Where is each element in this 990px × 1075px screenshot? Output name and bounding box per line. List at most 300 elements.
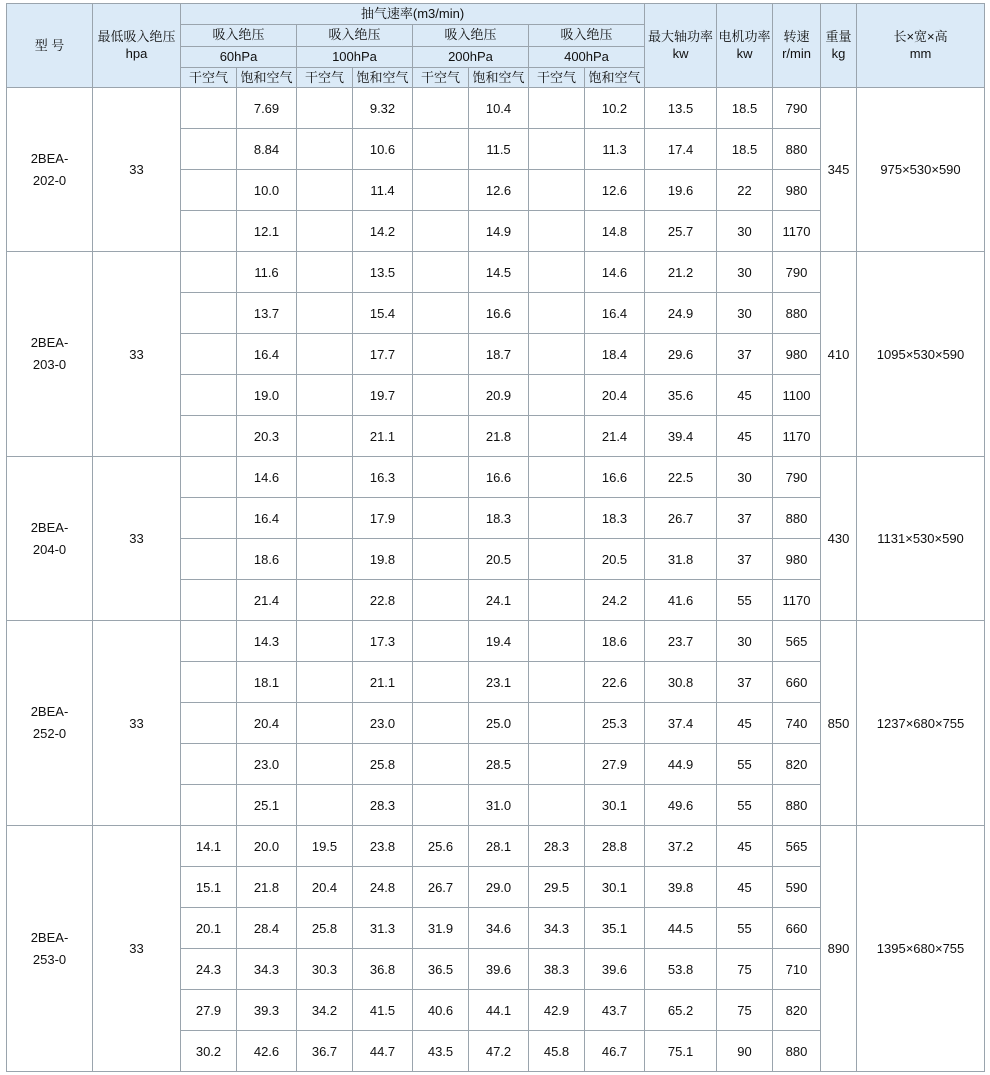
header-min-suction-pressure-unit: hpa — [125, 45, 148, 61]
cell-motor: 75 — [717, 949, 773, 990]
cell-s100: 11.4 — [353, 170, 413, 211]
header-suction-400-dry: 干空气 — [529, 67, 585, 88]
cell-s100: 9.32 — [353, 88, 413, 129]
cell-s60: 20.3 — [237, 416, 297, 457]
cell-s200: 20.5 — [469, 539, 529, 580]
model-line-1: 2BEA- — [30, 335, 69, 351]
cell-d200 — [413, 457, 469, 498]
cell-shaft: 29.6 — [645, 334, 717, 375]
cell-dimensions: 1131×530×590 — [857, 457, 985, 621]
cell-d400 — [529, 88, 585, 129]
cell-motor: 37 — [717, 334, 773, 375]
cell-d100 — [297, 375, 353, 416]
cell-s400: 24.2 — [585, 580, 645, 621]
header-suction-60-value: 60hPa — [181, 46, 297, 67]
cell-speed: 565 — [773, 621, 821, 662]
cell-motor: 75 — [717, 990, 773, 1031]
cell-motor: 18.5 — [717, 129, 773, 170]
cell-s60: 7.69 — [237, 88, 297, 129]
cell-s100: 19.8 — [353, 539, 413, 580]
cell-s100: 21.1 — [353, 416, 413, 457]
table-row — [7, 88, 985, 129]
cell-d400 — [529, 744, 585, 785]
header-suction-200-title: 吸入绝压 — [413, 25, 529, 46]
cell-motor: 30 — [717, 621, 773, 662]
cell-s400: 18.4 — [585, 334, 645, 375]
cell-d100 — [297, 539, 353, 580]
cell-speed: 820 — [773, 990, 821, 1031]
cell-motor: 55 — [717, 580, 773, 621]
cell-s100: 36.8 — [353, 949, 413, 990]
cell-d200 — [413, 293, 469, 334]
cell-d400 — [529, 334, 585, 375]
cell-d200 — [413, 170, 469, 211]
cell-d100: 36.7 — [297, 1031, 353, 1072]
cell-weight: 890 — [821, 826, 857, 1072]
cell-s60: 20.4 — [237, 703, 297, 744]
cell-d60: 27.9 — [181, 990, 237, 1031]
cell-s100: 10.6 — [353, 129, 413, 170]
model-line-1: 2BEA- — [30, 150, 69, 166]
header-suction-100-dry: 干空气 — [297, 67, 353, 88]
cell-s60: 10.0 — [237, 170, 297, 211]
cell-s400: 14.6 — [585, 252, 645, 293]
cell-motor: 37 — [717, 539, 773, 580]
cell-s60: 23.0 — [237, 744, 297, 785]
header-suction-100-title: 吸入绝压 — [297, 25, 413, 46]
cell-s200: 18.7 — [469, 334, 529, 375]
model-line-2: 253-0 — [32, 951, 67, 967]
cell-motor: 37 — [717, 662, 773, 703]
cell-motor: 55 — [717, 744, 773, 785]
cell-speed: 1100 — [773, 375, 821, 416]
header-min-suction-pressure — [93, 4, 181, 88]
cell-s200: 31.0 — [469, 785, 529, 826]
cell-shaft: 39.8 — [645, 867, 717, 908]
header-motor-power-label: 电机功率 — [718, 29, 771, 45]
cell-s200: 28.1 — [469, 826, 529, 867]
cell-shaft: 25.7 — [645, 211, 717, 252]
cell-d100 — [297, 457, 353, 498]
cell-speed: 1170 — [773, 211, 821, 252]
cell-model — [7, 826, 93, 1072]
cell-d200 — [413, 416, 469, 457]
cell-s400: 35.1 — [585, 908, 645, 949]
cell-s60: 16.4 — [237, 334, 297, 375]
cell-shaft: 49.6 — [645, 785, 717, 826]
cell-s60: 21.4 — [237, 580, 297, 621]
cell-s400: 18.6 — [585, 621, 645, 662]
cell-speed: 980 — [773, 170, 821, 211]
cell-s60: 14.6 — [237, 457, 297, 498]
cell-motor: 45 — [717, 416, 773, 457]
cell-d200 — [413, 334, 469, 375]
cell-s200: 16.6 — [469, 293, 529, 334]
table-row — [7, 252, 985, 293]
cell-s400: 30.1 — [585, 785, 645, 826]
cell-s60: 13.7 — [237, 293, 297, 334]
header-speed-label: 转速 — [783, 29, 810, 45]
cell-d400 — [529, 539, 585, 580]
cell-s60: 28.4 — [237, 908, 297, 949]
cell-shaft: 23.7 — [645, 621, 717, 662]
cell-s400: 11.3 — [585, 129, 645, 170]
cell-d100 — [297, 580, 353, 621]
cell-d100: 19.5 — [297, 826, 353, 867]
header-suction-400-sat: 饱和空气 — [585, 67, 645, 88]
cell-motor: 18.5 — [717, 88, 773, 129]
cell-s400: 20.4 — [585, 375, 645, 416]
cell-d400: 42.9 — [529, 990, 585, 1031]
cell-s200: 47.2 — [469, 1031, 529, 1072]
cell-min-suction-pressure: 33 — [93, 826, 181, 1072]
cell-d200: 40.6 — [413, 990, 469, 1031]
cell-s100: 44.7 — [353, 1031, 413, 1072]
pump-specification-table — [6, 3, 985, 1072]
cell-speed: 880 — [773, 293, 821, 334]
cell-motor: 30 — [717, 211, 773, 252]
header-motor-power — [717, 4, 773, 88]
cell-d400: 45.8 — [529, 1031, 585, 1072]
cell-s100: 15.4 — [353, 293, 413, 334]
cell-motor: 45 — [717, 375, 773, 416]
cell-weight: 345 — [821, 88, 857, 252]
cell-speed: 660 — [773, 908, 821, 949]
table-row — [7, 457, 985, 498]
cell-speed: 1170 — [773, 416, 821, 457]
model-line-2: 202-0 — [32, 172, 67, 188]
header-suction-400-title: 吸入绝压 — [529, 25, 645, 46]
header-weight-unit: kg — [831, 45, 846, 61]
cell-d100 — [297, 293, 353, 334]
cell-s400: 25.3 — [585, 703, 645, 744]
cell-d60 — [181, 252, 237, 293]
cell-motor: 30 — [717, 252, 773, 293]
cell-speed: 880 — [773, 498, 821, 539]
table-body — [7, 88, 985, 1072]
cell-s200: 34.6 — [469, 908, 529, 949]
cell-motor: 30 — [717, 457, 773, 498]
cell-s60: 8.84 — [237, 129, 297, 170]
cell-shaft: 37.4 — [645, 703, 717, 744]
cell-d100 — [297, 129, 353, 170]
cell-d60: 20.1 — [181, 908, 237, 949]
table-row — [7, 621, 985, 662]
model-line-1: 2BEA- — [30, 929, 69, 945]
cell-d400 — [529, 129, 585, 170]
cell-dimensions: 975×530×590 — [857, 88, 985, 252]
cell-shaft: 30.8 — [645, 662, 717, 703]
cell-s100: 14.2 — [353, 211, 413, 252]
cell-d400 — [529, 703, 585, 744]
cell-s100: 31.3 — [353, 908, 413, 949]
cell-shaft: 37.2 — [645, 826, 717, 867]
cell-d60 — [181, 744, 237, 785]
cell-s60: 12.1 — [237, 211, 297, 252]
cell-s400: 12.6 — [585, 170, 645, 211]
cell-s400: 39.6 — [585, 949, 645, 990]
cell-d400 — [529, 293, 585, 334]
header-suction-60-dry: 干空气 — [181, 67, 237, 88]
cell-s100: 23.0 — [353, 703, 413, 744]
cell-s200: 14.5 — [469, 252, 529, 293]
cell-model — [7, 621, 93, 826]
cell-s100: 16.3 — [353, 457, 413, 498]
cell-d100 — [297, 334, 353, 375]
table-header — [7, 4, 985, 88]
header-max-shaft-power-label: 最大轴功率 — [648, 29, 714, 45]
cell-s400: 22.6 — [585, 662, 645, 703]
cell-dimensions: 1095×530×590 — [857, 252, 985, 457]
cell-shaft: 35.6 — [645, 375, 717, 416]
cell-s60: 20.0 — [237, 826, 297, 867]
cell-speed: 820 — [773, 744, 821, 785]
table-row — [7, 826, 985, 867]
cell-dimensions: 1237×680×755 — [857, 621, 985, 826]
cell-d100 — [297, 170, 353, 211]
cell-s200: 44.1 — [469, 990, 529, 1031]
header-speed — [773, 4, 821, 88]
cell-d60 — [181, 88, 237, 129]
cell-weight: 410 — [821, 252, 857, 457]
header-pumping-speed: 抽气速率(m3/min) — [181, 4, 645, 25]
cell-s200: 11.5 — [469, 129, 529, 170]
model-line-2: 252-0 — [32, 726, 67, 742]
cell-shaft: 17.4 — [645, 129, 717, 170]
cell-speed: 880 — [773, 785, 821, 826]
cell-d60 — [181, 580, 237, 621]
cell-d200 — [413, 580, 469, 621]
cell-d60 — [181, 334, 237, 375]
cell-shaft: 41.6 — [645, 580, 717, 621]
cell-shaft: 22.5 — [645, 457, 717, 498]
cell-s400: 43.7 — [585, 990, 645, 1031]
model-line-1: 2BEA- — [30, 519, 69, 535]
cell-speed: 980 — [773, 334, 821, 375]
cell-d200 — [413, 621, 469, 662]
header-suction-200-dry: 干空气 — [413, 67, 469, 88]
cell-s200: 14.9 — [469, 211, 529, 252]
cell-shaft: 19.6 — [645, 170, 717, 211]
cell-s200: 21.8 — [469, 416, 529, 457]
cell-d100: 25.8 — [297, 908, 353, 949]
cell-d100 — [297, 88, 353, 129]
cell-s200: 25.0 — [469, 703, 529, 744]
cell-d100 — [297, 703, 353, 744]
cell-d200 — [413, 375, 469, 416]
cell-s200: 18.3 — [469, 498, 529, 539]
cell-speed: 1170 — [773, 580, 821, 621]
cell-d100 — [297, 785, 353, 826]
cell-motor: 37 — [717, 498, 773, 539]
cell-shaft: 21.2 — [645, 252, 717, 293]
cell-s100: 24.8 — [353, 867, 413, 908]
cell-s200: 10.4 — [469, 88, 529, 129]
cell-speed: 710 — [773, 949, 821, 990]
cell-s100: 17.7 — [353, 334, 413, 375]
header-suction-100-sat: 饱和空气 — [353, 67, 413, 88]
cell-d200 — [413, 539, 469, 580]
cell-d60 — [181, 293, 237, 334]
cell-min-suction-pressure: 33 — [93, 457, 181, 621]
cell-s60: 34.3 — [237, 949, 297, 990]
cell-shaft: 26.7 — [645, 498, 717, 539]
cell-s200: 23.1 — [469, 662, 529, 703]
cell-s60: 42.6 — [237, 1031, 297, 1072]
cell-weight: 430 — [821, 457, 857, 621]
cell-d60 — [181, 375, 237, 416]
cell-s200: 29.0 — [469, 867, 529, 908]
header-weight — [821, 4, 857, 88]
cell-s200: 28.5 — [469, 744, 529, 785]
cell-s400: 18.3 — [585, 498, 645, 539]
cell-motor: 90 — [717, 1031, 773, 1072]
model-line-2: 203-0 — [32, 357, 67, 373]
cell-speed: 880 — [773, 129, 821, 170]
cell-s200: 19.4 — [469, 621, 529, 662]
cell-d400 — [529, 662, 585, 703]
cell-d100 — [297, 662, 353, 703]
cell-d60: 24.3 — [181, 949, 237, 990]
cell-shaft: 44.9 — [645, 744, 717, 785]
cell-s100: 17.3 — [353, 621, 413, 662]
cell-d60 — [181, 621, 237, 662]
cell-s200: 12.6 — [469, 170, 529, 211]
cell-speed: 980 — [773, 539, 821, 580]
cell-d400 — [529, 785, 585, 826]
cell-shaft: 13.5 — [645, 88, 717, 129]
cell-speed: 790 — [773, 88, 821, 129]
cell-d200 — [413, 662, 469, 703]
model-line-2: 204-0 — [32, 541, 67, 557]
cell-s200: 16.6 — [469, 457, 529, 498]
cell-speed: 740 — [773, 703, 821, 744]
cell-d200: 31.9 — [413, 908, 469, 949]
cell-d200 — [413, 88, 469, 129]
cell-d60 — [181, 498, 237, 539]
cell-d400: 34.3 — [529, 908, 585, 949]
cell-d100 — [297, 252, 353, 293]
cell-d400 — [529, 498, 585, 539]
cell-min-suction-pressure: 33 — [93, 621, 181, 826]
cell-s400: 16.6 — [585, 457, 645, 498]
cell-s60: 21.8 — [237, 867, 297, 908]
cell-d60: 15.1 — [181, 867, 237, 908]
header-suction-200-sat: 饱和空气 — [469, 67, 529, 88]
cell-s400: 30.1 — [585, 867, 645, 908]
cell-s100: 23.8 — [353, 826, 413, 867]
cell-speed: 790 — [773, 252, 821, 293]
cell-d400 — [529, 252, 585, 293]
header-suction-60-title: 吸入绝压 — [181, 25, 297, 46]
cell-d200: 25.6 — [413, 826, 469, 867]
cell-d100 — [297, 416, 353, 457]
cell-s100: 21.1 — [353, 662, 413, 703]
cell-d60 — [181, 170, 237, 211]
cell-s400: 10.2 — [585, 88, 645, 129]
cell-s60: 39.3 — [237, 990, 297, 1031]
cell-s400: 16.4 — [585, 293, 645, 334]
cell-d400 — [529, 170, 585, 211]
header-model: 型 号 — [7, 4, 93, 88]
header-suction-60-sat: 饱和空气 — [237, 67, 297, 88]
cell-s400: 14.8 — [585, 211, 645, 252]
header-suction-200-value: 200hPa — [413, 46, 529, 67]
header-weight-label: 重量 — [825, 29, 852, 45]
cell-d200 — [413, 744, 469, 785]
cell-speed: 590 — [773, 867, 821, 908]
cell-shaft: 75.1 — [645, 1031, 717, 1072]
cell-s400: 28.8 — [585, 826, 645, 867]
cell-s200: 39.6 — [469, 949, 529, 990]
header-motor-power-unit: kw — [736, 45, 753, 61]
cell-d400: 38.3 — [529, 949, 585, 990]
header-dimensions-unit: mm — [909, 45, 932, 61]
cell-s60: 25.1 — [237, 785, 297, 826]
cell-min-suction-pressure: 33 — [93, 252, 181, 457]
cell-s100: 19.7 — [353, 375, 413, 416]
cell-d60 — [181, 703, 237, 744]
header-min-suction-pressure-label: 最低吸入绝压 — [97, 29, 176, 45]
cell-shaft: 39.4 — [645, 416, 717, 457]
cell-d400: 29.5 — [529, 867, 585, 908]
cell-s60: 16.4 — [237, 498, 297, 539]
cell-shaft: 31.8 — [645, 539, 717, 580]
cell-min-suction-pressure: 33 — [93, 88, 181, 252]
model-line-1: 2BEA- — [30, 704, 69, 720]
cell-shaft: 44.5 — [645, 908, 717, 949]
cell-d100 — [297, 744, 353, 785]
cell-dimensions: 1395×680×755 — [857, 826, 985, 1072]
cell-d60 — [181, 457, 237, 498]
cell-model — [7, 252, 93, 457]
cell-s100: 25.8 — [353, 744, 413, 785]
cell-d60 — [181, 662, 237, 703]
cell-d200: 43.5 — [413, 1031, 469, 1072]
cell-shaft: 53.8 — [645, 949, 717, 990]
cell-model — [7, 457, 93, 621]
cell-s60: 14.3 — [237, 621, 297, 662]
cell-s100: 22.8 — [353, 580, 413, 621]
cell-d60 — [181, 416, 237, 457]
cell-d60 — [181, 785, 237, 826]
cell-s100: 28.3 — [353, 785, 413, 826]
cell-s400: 46.7 — [585, 1031, 645, 1072]
cell-d400 — [529, 621, 585, 662]
cell-motor: 45 — [717, 826, 773, 867]
cell-model — [7, 88, 93, 252]
cell-d100: 34.2 — [297, 990, 353, 1031]
cell-s400: 20.5 — [585, 539, 645, 580]
header-suction-400-value: 400hPa — [529, 46, 645, 67]
cell-s100: 17.9 — [353, 498, 413, 539]
cell-d200 — [413, 129, 469, 170]
cell-d60 — [181, 211, 237, 252]
cell-d100 — [297, 621, 353, 662]
cell-d60 — [181, 129, 237, 170]
header-speed-unit: r/min — [782, 45, 811, 61]
cell-d60 — [181, 539, 237, 580]
cell-motor: 30 — [717, 293, 773, 334]
cell-d100 — [297, 211, 353, 252]
cell-motor: 55 — [717, 908, 773, 949]
cell-d200 — [413, 498, 469, 539]
cell-d400 — [529, 457, 585, 498]
header-dimensions — [857, 4, 985, 88]
cell-d400 — [529, 416, 585, 457]
header-max-shaft-power-unit: kw — [672, 45, 689, 61]
cell-s200: 20.9 — [469, 375, 529, 416]
